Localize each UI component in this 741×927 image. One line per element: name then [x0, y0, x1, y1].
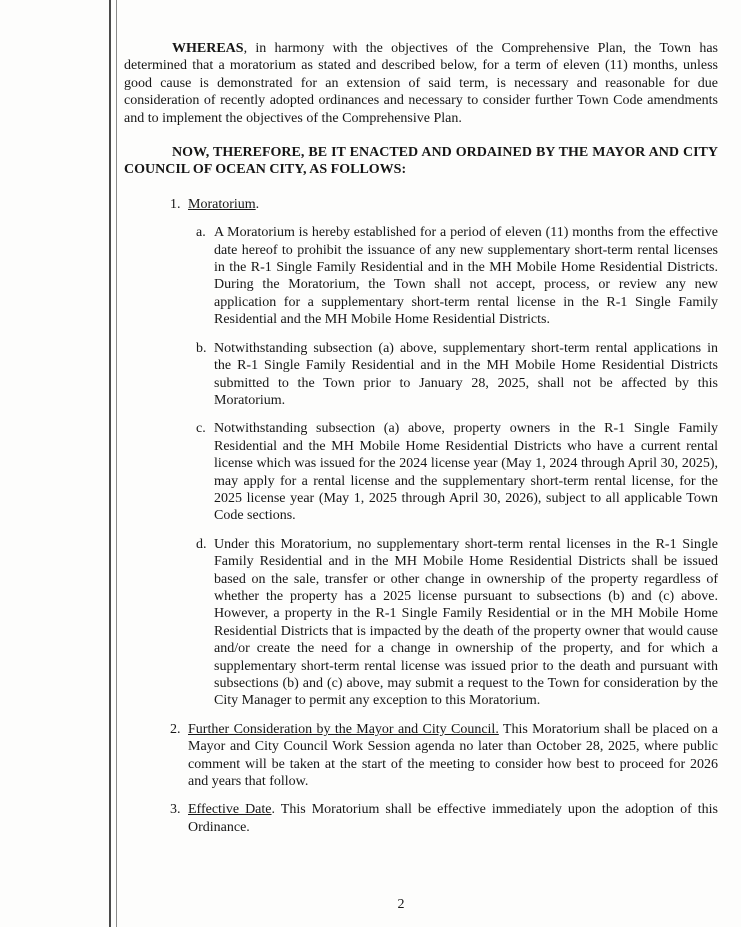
whereas-text: , in harmony with the objectives of the Comprehensive Plan, the Town has determined that a moratorium as stated and described below, for a term of eleven (11) months, unless good cause is demonstrated for an extension of said term, is necessary and reasonable for due consideration of recently adopted ordinances and necessary to consider further Town Code amendments and to implement the objectives of the Comprehensive Plan.	[124, 41, 718, 126]
subitem-b-letter: b.	[196, 340, 207, 356]
item-3-title: Effective Date	[188, 802, 272, 818]
item-3-number: 3.	[170, 802, 181, 818]
item-3-text: . This Moratorium shall be effective immediately upon the adoption of this Ordinance.	[188, 802, 718, 835]
subitem-d-text: Under this Moratorium, no supplementary short-term rental licenses in the R-1 Single Family Residential and in the MH Mobile Home Residential Districts shall be issued based on the sale, transfer or other change in ownership of the property regardless of whether the property has a 2025 license pursuant to subsections (b) and (c) above. However, a property in the R-1 Single Family Residential or in the MH Mobile Home Residential Districts that is impacted by the death of the property owner that would cause and/or create the need for a change in ownership of the property, and for which a supplementary short-term rental license was issued prior to the death and pursuant with subsections (b) and (c) above, may submit a request to the Town for consideration by the City Manager to permit any exception to this Moratorium.	[214, 536, 718, 709]
page-number: 2	[397, 897, 405, 912]
enactment-paragraph: NOW, THEREFORE, BE IT ENACTED AND ORDAINED BY THE MAYOR AND CITY COUNCIL OF OCEAN CITY, AS FOLLOWS:	[124, 145, 718, 178]
item-3-effective-date	[124, 801, 718, 836]
subitem-d	[124, 536, 718, 710]
item-2-further-consideration	[124, 721, 718, 791]
subitem-c-letter: c.	[196, 421, 206, 437]
item-1-title: Moratorium	[188, 196, 256, 212]
item-1-moratorium-heading	[124, 196, 718, 213]
item-1-number: 1.	[170, 196, 181, 212]
scan-edge-line-inner	[116, 0, 117, 927]
subitem-c	[124, 420, 718, 524]
subitem-c-text: Notwithstanding subsection (a) above, property owners in the R-1 Single Family Residential and the MH Mobile Home Residential Districts who have a current rental license which was issued for the 2024 license year (May 1, 2024 through April 30, 2025), may apply for a rental license and the supplementary short-term rental license, for the 2025 license year (May 1, 2025 through April 30, 2026), subject to all applicable Town Code sections.	[214, 421, 718, 524]
subitem-a-text: A Moratorium is hereby established for a period of eleven (11) months from the effective date hereof to prohibit the issuance of any new supplementary short-term rental licenses in the R-1 Single Family Residential and in the MH Mobile Home Residential Districts. During the Moratorium, the Town shall not accept, process, or review any new application for a supplementary short-term rental license in the R-1 Single Family Residential and the MH Mobile Home Residential Districts.	[214, 225, 718, 328]
scan-edge-line-outer	[109, 0, 111, 927]
subitem-d-letter: d.	[196, 536, 207, 552]
subitem-a-letter: a.	[196, 225, 206, 241]
item-1-title-suffix: .	[255, 196, 260, 212]
subitem-b-text: Notwithstanding subsection (a) above, supplementary short-term rental applications in the R-1 Single Family Residential and in the MH Mobile Home Residential Districts submitted to the Town prior to January 28, 2025, shall not be affected by this Moratorium.	[214, 340, 718, 408]
whereas-paragraph	[124, 40, 718, 127]
item-2-number: 2.	[170, 721, 181, 737]
subitem-a	[124, 224, 718, 328]
document-content	[124, 40, 718, 847]
whereas-keyword: WHEREAS	[172, 41, 244, 56]
item-2-text: This Moratorium shall be placed on a Mayor and City Council Work Session agenda no later than October 28, 2025, where public comment will be taken at the start of the meeting to consider how best to proceed for 2026 and years that follow.	[188, 721, 718, 790]
item-2-title: Further Consideration by the Mayor and City Council.	[188, 721, 499, 737]
subitem-b	[124, 340, 718, 410]
